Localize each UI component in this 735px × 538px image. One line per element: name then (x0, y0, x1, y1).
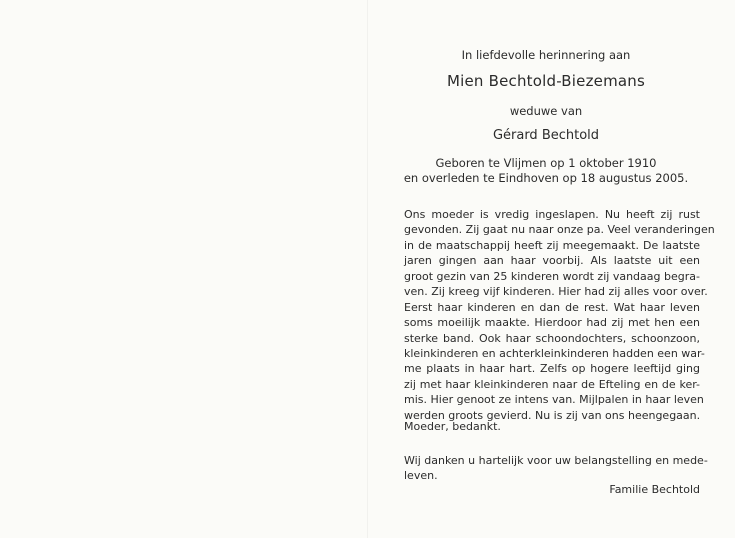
tribute-line: mis. Hier genoot ze intens van. Mijlpalen in haar leven (404, 393, 704, 407)
short-thanks: Moeder, bedankt. (404, 420, 501, 433)
closing-line: leven. (404, 469, 438, 483)
tribute-text (404, 207, 715, 423)
tribute-line: ven. Zij kreeg vijf kinderen. Hier had zij alles voor over. (404, 285, 708, 299)
birth-line: Geboren te Vlijmen op 1 oktober 1910 (435, 156, 657, 170)
card-fold-line (367, 0, 368, 538)
tribute-line: groot gezin van 25 kinderen wordt zij vandaag begra- (404, 269, 700, 283)
intro-text: In liefdevolle herinnering aan (461, 48, 631, 62)
tribute-line: in de maatschappij heeft zij meegemaakt. De laatste (404, 238, 700, 252)
life-dates (386, 156, 706, 186)
closing-text (404, 453, 708, 484)
tribute-line: gevonden. Zij gaat nu naar onze pa. Veel veranderingen (404, 223, 715, 237)
tribute-line: Ons moeder is vredig ingeslapen. Nu heeft zij rust (404, 208, 700, 221)
tribute-line: sterke band. Ook haar schoondochters, schoonzoon, (404, 331, 700, 345)
tribute-line: soms moeilijk maakte. Hierdoor had zij met hen een (404, 316, 700, 330)
death-line: en overleden te Eindhoven op 18 augustus 2005. (403, 171, 689, 185)
tribute-line: jaren gingen aan haar voorbij. Als laatste uit een (404, 254, 700, 268)
tribute-line: zij met haar kleinkinderen naar de Efteling en de ker- (404, 377, 700, 391)
relation-text: weduwe van (509, 104, 583, 118)
closing-line: Wij danken u hartelijk voor uw belangstelling en mede- (404, 454, 708, 467)
tribute-line: kleinkinderen en achterkleinkinderen hadden een war- (404, 346, 705, 360)
spouse-name: Gérard Bechtold (492, 128, 600, 143)
tribute-line: me plaats in haar hart. Zelfs op hogere leeftijd ging (404, 362, 700, 376)
family-signature: Familie Bechtold (609, 483, 700, 496)
deceased-name: Mien Bechtold-Biezemans (446, 72, 646, 90)
tribute-line: werden groots gevierd. Nu is zij van ons heengegaan. (404, 408, 701, 422)
tribute-line: Eerst haar kinderen en dan de rest. Wat haar leven (404, 300, 700, 314)
memorial-text-panel (386, 48, 715, 508)
